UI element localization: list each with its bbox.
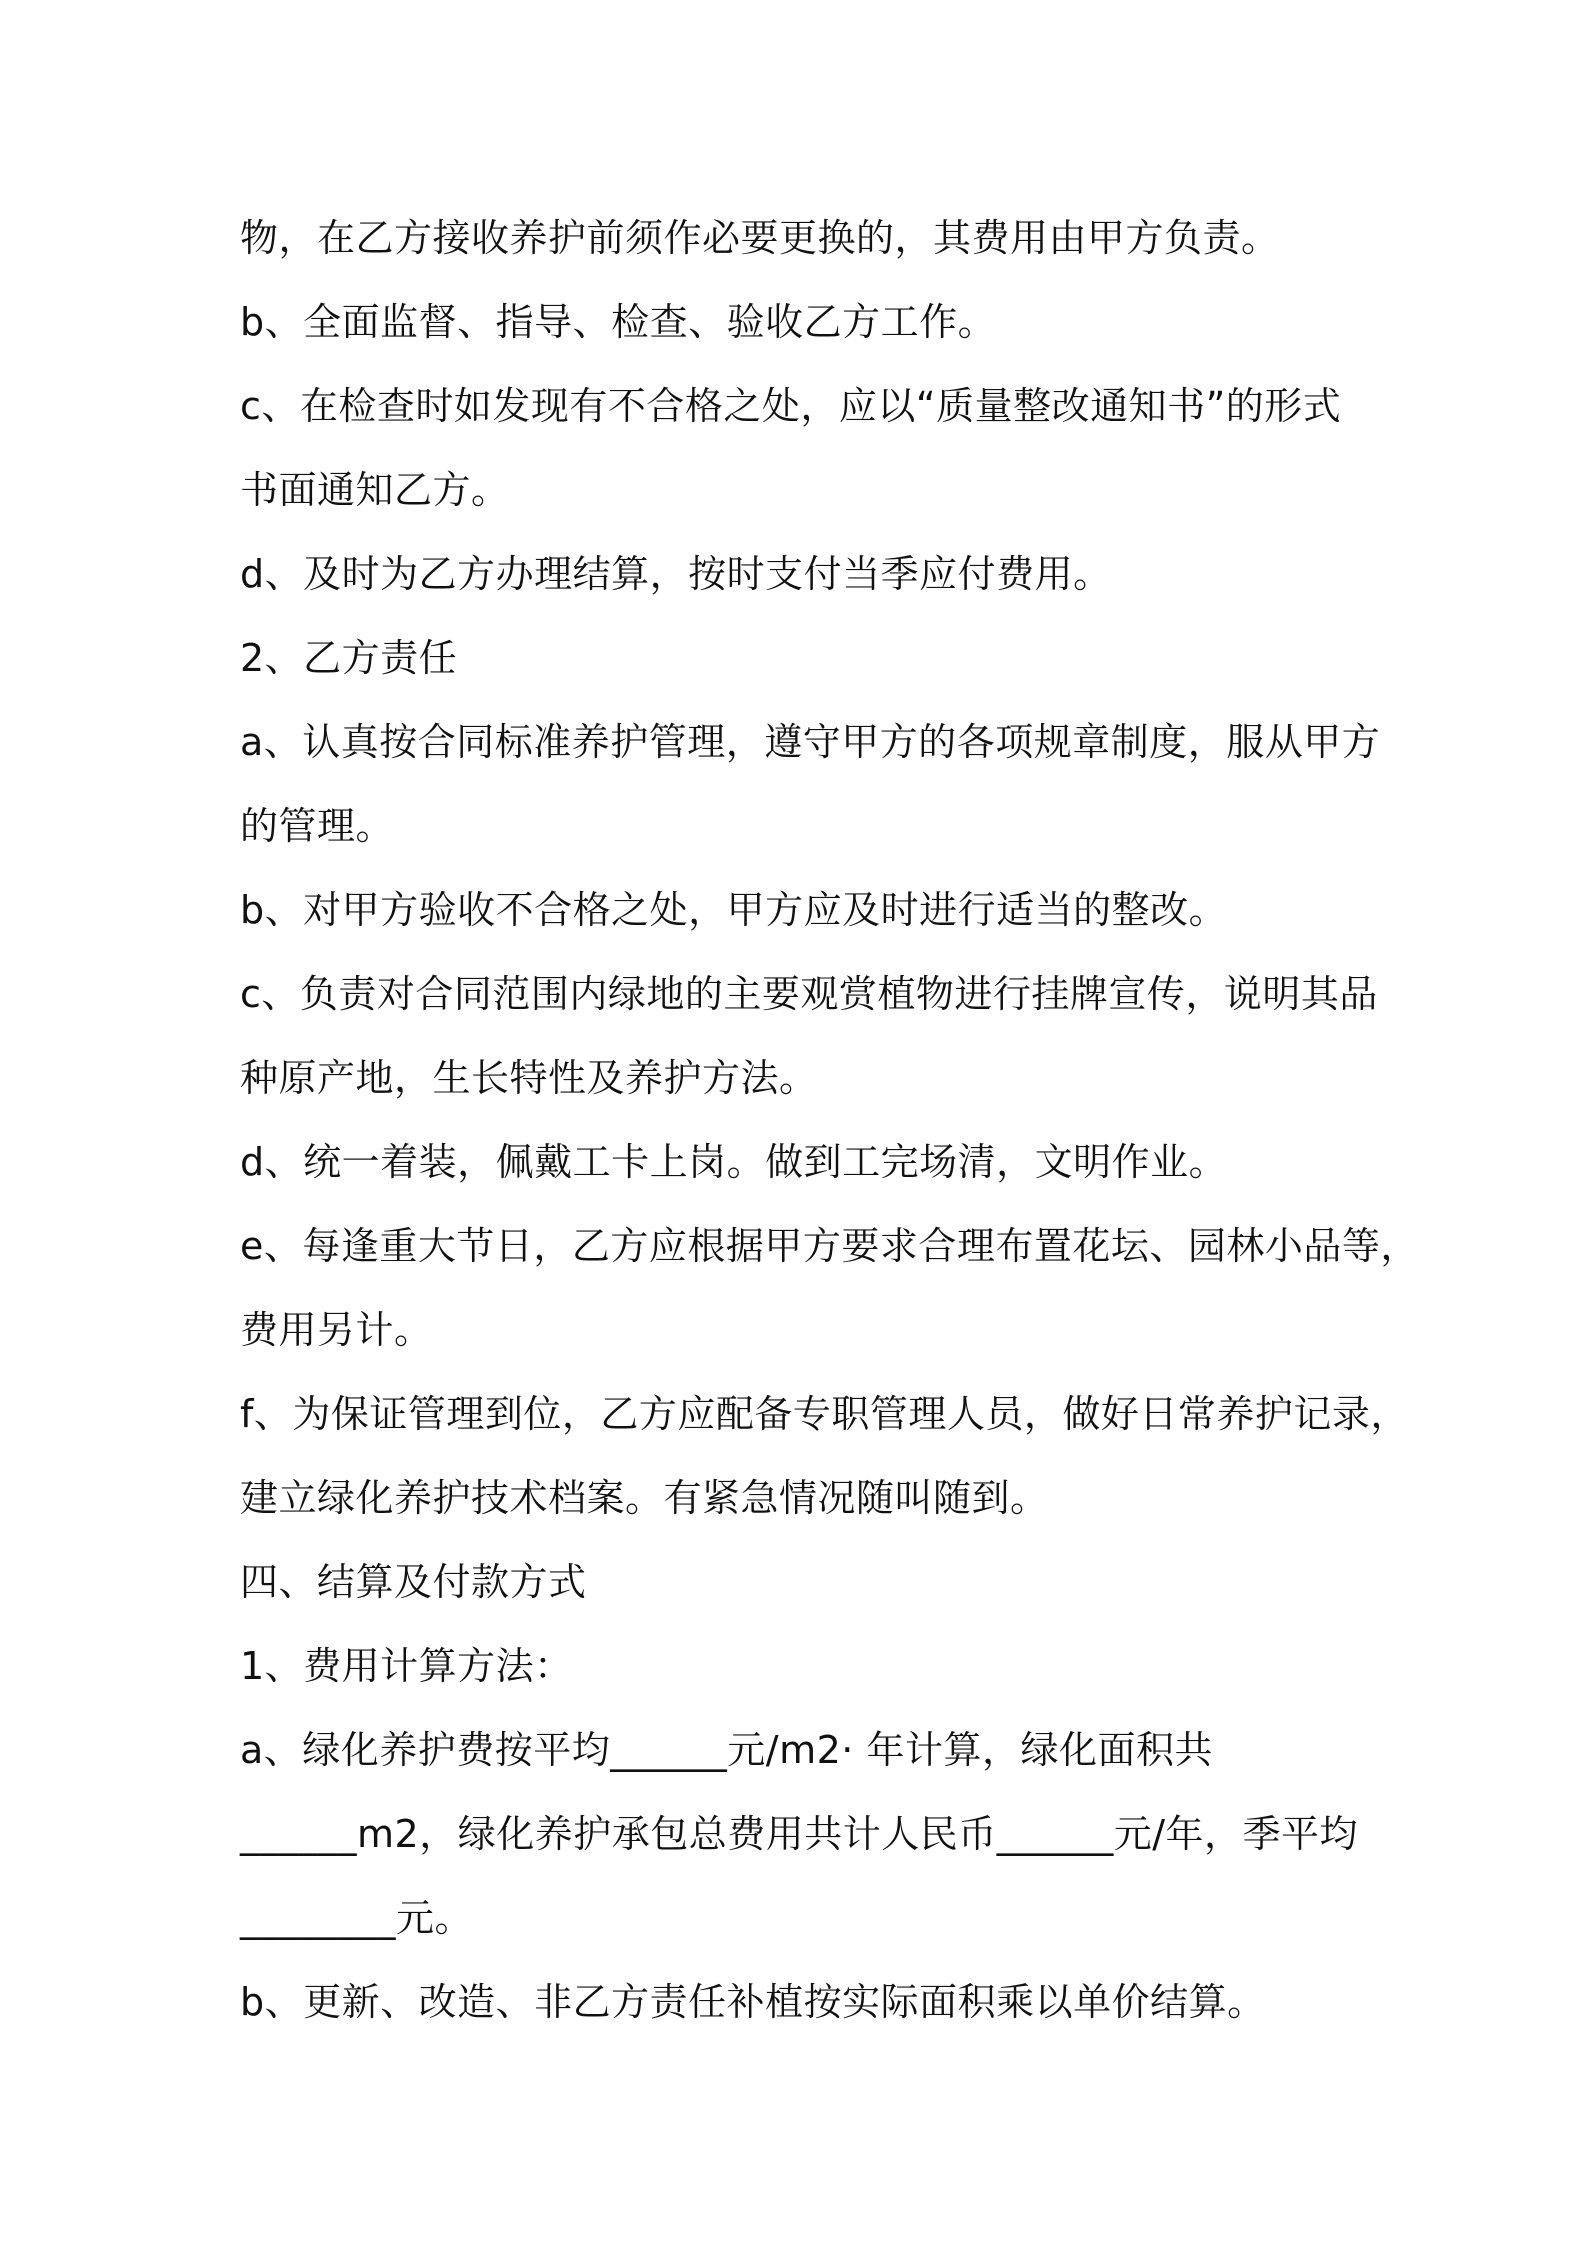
- text-line: a、认真按合同标准养护管理，遵守甲方的各项规章制度，服从甲方: [240, 720, 1381, 764]
- text-line: a、绿化养护费按平均______元/m2· 年计算，绿化面积共: [240, 1728, 1213, 1772]
- section-heading: 2、乙方责任: [240, 636, 458, 680]
- text-line: 种原产地，生长特性及养护方法。: [240, 1056, 818, 1100]
- subsection-heading: 1、费用计算方法：: [240, 1644, 573, 1688]
- text-line: b、更新、改造、非乙方责任补植按实际面积乘以单价结算。: [240, 1980, 1266, 2024]
- text-line: 费用另计。: [240, 1308, 433, 1352]
- text-line: c、负责对合同范围内绿地的主要观赏植物进行挂牌宣传，说明其品: [240, 972, 1378, 1016]
- text-line: 书面通知乙方。: [240, 468, 510, 512]
- text-line: 物，在乙方接收养护前须作必要更换的，其费用由甲方负责。: [240, 216, 1280, 260]
- text-line: 的管理。: [240, 804, 395, 848]
- text-line: 建立绿化养护技术档案。有紧急情况随叫随到。: [240, 1476, 1049, 1520]
- text-line: d、及时为乙方办理结算，按时支付当季应付费用。: [240, 552, 1112, 596]
- text-line: ________元。: [240, 1896, 474, 1940]
- text-line: e、每逢重大节日，乙方应根据甲方要求合理布置花坛、园林小品等，: [240, 1224, 1419, 1268]
- text-line: c、在检查时如发现有不合格之处，应以“质量整改通知书”的形式: [240, 384, 1342, 428]
- text-line: b、全面监督、指导、检查、验收乙方工作。: [240, 300, 997, 344]
- section-heading: 四、结算及付款方式: [240, 1560, 587, 1604]
- document-body: [240, 196, 1419, 2044]
- text-line: b、对甲方验收不合格之处，甲方应及时进行适当的整改。: [240, 888, 1228, 932]
- text-line: ______m2，绿化养护承包总费用共计人民币______元/年，季平均: [240, 1812, 1358, 1856]
- text-line: f、为保证管理到位，乙方应配备专职管理人员，做好日常养护记录，: [240, 1392, 1409, 1436]
- text-line: d、统一着装，佩戴工卡上岗。做到工完场清，文明作业。: [240, 1140, 1228, 1184]
